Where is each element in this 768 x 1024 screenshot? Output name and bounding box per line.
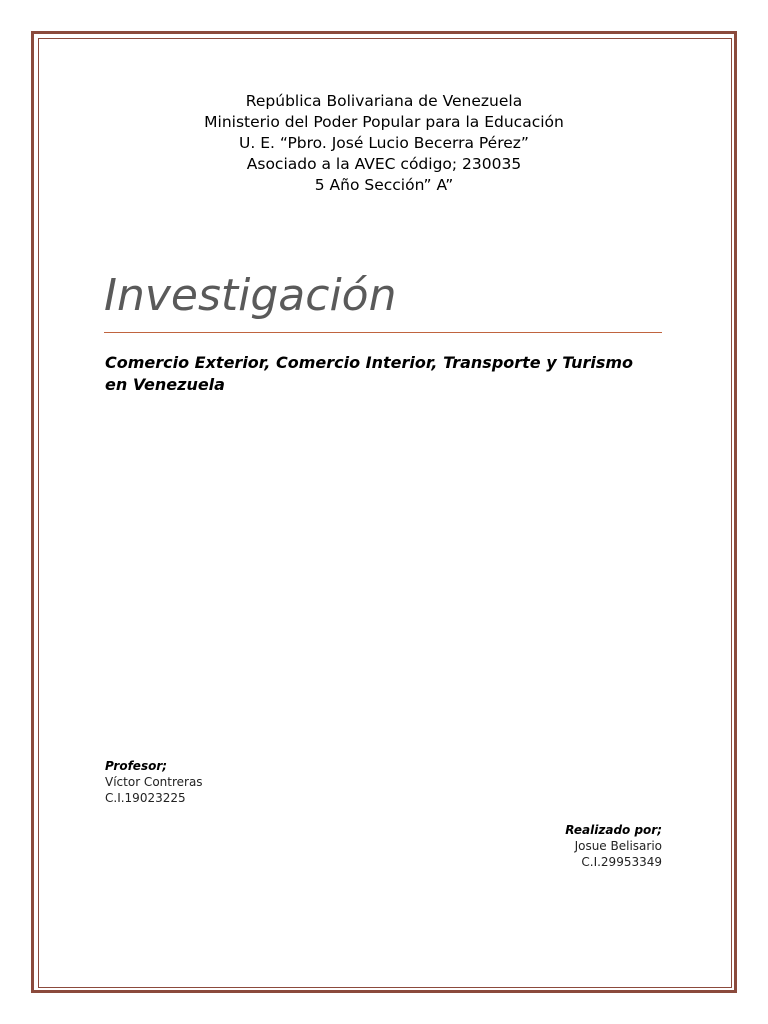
realizado-info: [440, 822, 662, 870]
realizado-ci: C.I.29953349: [581, 855, 662, 869]
header-line-ministry: Ministerio del Poder Popular para la Educación: [204, 113, 564, 131]
institution-header: [100, 91, 668, 196]
profesor-info: [105, 758, 203, 806]
realizado-label: Realizado por;: [565, 823, 662, 837]
header-line-section: 5 Año Sección” A”: [314, 176, 454, 194]
header-line-avec: Asociado a la AVEC código; 230035: [246, 155, 522, 173]
document-title: Investigación: [104, 270, 397, 321]
profesor-ci: C.I.19023225: [105, 791, 186, 805]
realizado-name: Josue Belisario: [574, 839, 662, 853]
document-subtitle: Comercio Exterior, Comercio Interior, Transporte y Turismo en Venezuela: [105, 353, 634, 394]
header-line-republic: República Bolivariana de Venezuela: [245, 92, 523, 110]
profesor-label: Profesor;: [105, 759, 168, 773]
title-divider: [104, 332, 662, 333]
header-line-school: U. E. “Pbro. José Lucio Becerra Pérez”: [239, 134, 529, 152]
profesor-name: Víctor Contreras: [105, 775, 203, 789]
